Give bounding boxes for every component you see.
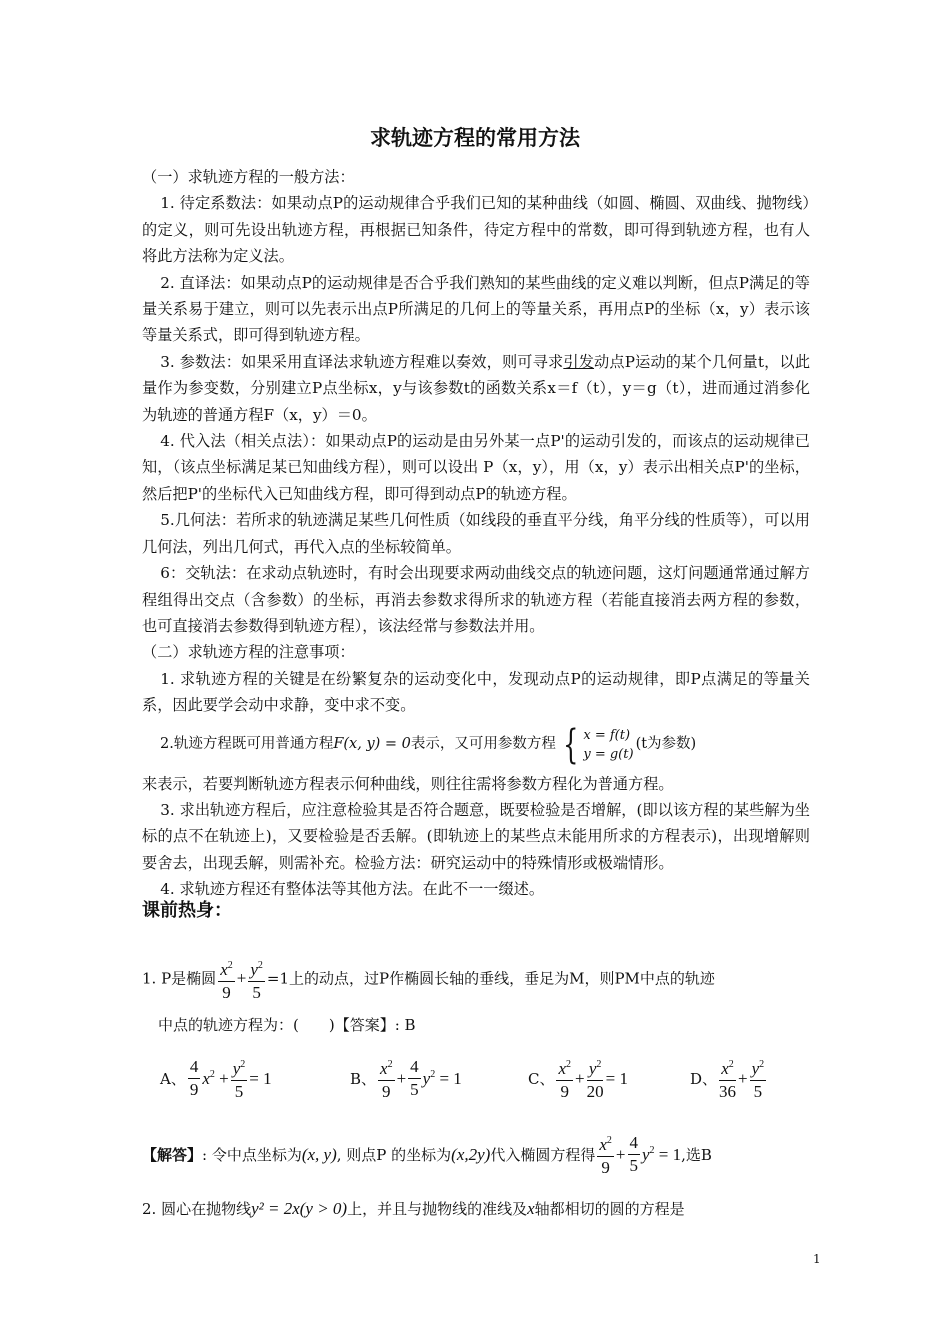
method-3-paragraph	[142, 349, 810, 428]
solution-point-coords: (x,2y)	[451, 1144, 491, 1164]
method-3-underlined-word: 引发	[563, 352, 595, 371]
note-2-continuation: 来表示，若要判断轨迹方程表示何种曲线，则往往需将参数方程化为普通方程。	[142, 774, 674, 793]
note-1-paragraph: 1. 求轨迹方程的关键是在纷繁复杂的运动变化中，发现动点P的运动规律，即P点满足的等量关系，因此要学会动中求静，变中求不变。	[142, 669, 810, 715]
method-5-paragraph: 5.几何法：若所求的轨迹满足某些几何性质（如线段的垂直平分线，角平分线的性质等），可以用几何法，列出几何式，再代入点的坐标较简单。	[142, 511, 810, 556]
parametric-row-y: y = g(t)	[583, 746, 634, 762]
solution-label: 【解答】	[142, 1146, 203, 1164]
solution-text-a: : 令中点坐标为	[202, 1146, 302, 1164]
option-b-label: B、	[350, 1070, 377, 1088]
question-1-line: 1. P是椭圆 $\frac{x^2}{9}$ + $\frac{y^2}{5}$ =1上的动点，过P作椭圆长轴的垂线，垂足为M，则PM中点的轨迹	[142, 955, 822, 1004]
option-d-label: D、	[690, 1070, 718, 1088]
question-2-parabola-equation: y² = 2x(y > 0)	[251, 1198, 348, 1218]
parametric-equation-system: { x = f(t) y = g(t)	[562, 721, 634, 768]
method-1-paragraph: 1. 待定系数法：如果动点P的运动规律合乎我们已知的某种曲线（如圆、椭圆、双曲线、抛物线）的定义，则可先设出轨迹方程，再根据已知条件，待定方程中的常数，即可得到轨迹方程，也有人将此方法称为定义法。	[142, 194, 810, 266]
question-2-text-b: 上，并且与抛物线的准线及	[347, 1200, 528, 1218]
solution-text-c: 代入椭圆方程得	[490, 1146, 596, 1164]
method-3-text-a: 3. 参数法：如果采用直译法求轨迹方程难以奏效，则可寻求	[160, 352, 564, 371]
question-1-text-b: =1上的动点，过P作椭圆长轴的垂线，垂足为M，则PM中点的轨迹	[266, 969, 715, 988]
option-b: B、 $\frac{x^2}{9}$ + $\frac{4}{5}$ $y^2 = 1$	[350, 1054, 462, 1103]
parametric-row-x: x = f(t)	[583, 727, 631, 743]
question-1-solution: 【解答】 : 令中点坐标为 (x, y) , 则点P 的坐标为 (x,2y) 代入椭圆方程得 $\frac{x^2}{9}$ + $\frac{4}{5}$ $y^2 = 1$ ,选B	[142, 1130, 842, 1179]
option-d: D、 $\frac{x^2}{36}$ + $\frac{y^2}{5}$	[690, 1054, 768, 1103]
question-2-text-a: 2. 圆心在抛物线	[142, 1200, 252, 1218]
section-heading-notes: （二）求轨迹方程的注意事项：	[142, 643, 355, 662]
note-2-parameter-note: (t为参数)	[635, 736, 697, 753]
page-title: 求轨迹方程的常用方法	[370, 126, 580, 150]
option-c: C、 $\frac{x^2}{9}$ + $\frac{y^2}{20}$ = 1	[528, 1054, 628, 1103]
note-2-text-a: 2.轨迹方程既可用普通方程	[160, 736, 334, 753]
note-4-paragraph: 4. 求轨迹方程还有整体法等其他方法。在此不一一缀述。	[160, 880, 545, 899]
option-a: A、 $\frac{4}{9}$ $x^2$ + $\frac{y^2}{5}$ = 1	[160, 1054, 272, 1103]
method-4-paragraph: 4. 代入法（相关点法）：如果动点P的运动是由另外某一点P'的运动引发的，而该点的运动规律已知，（该点坐标满足某已知曲线方程），则可以设出 P（x，y），用（x，y）表示出相关点P'的坐标，然后把P'的坐标代入已知曲线方程，即可得到动点P的轨迹方程。	[142, 432, 810, 503]
method-2-paragraph: 2. 直译法：如果动点P的运动规律是否合乎我们熟知的某些曲线的定义难以判断，但点P满足的等量关系易于建立，则可以先表示出点P所满足的几何上的等量关系，再用点P的坐标（x，y）表示该等量关系式，即可得到轨迹方程。	[142, 273, 810, 345]
note-3-paragraph: 3. 求出轨迹方程后，应注意检验其是否符合题意，既要检验是否增解，(即以该方程的某些解为坐标的点不在轨迹上)，又要检验是否丢解。(即轨迹上的某些点未能用所求的方程表示)，出现增解则要舍去，出现丢解，则需补充。检验方法：研究运动中的特殊情形或极端情形。	[142, 800, 810, 872]
question-1-answer-line: 中点的轨迹方程为：( )【答案】: B	[158, 1016, 416, 1034]
note-2-formula-line	[142, 719, 810, 771]
solution-text-d: ,选B	[681, 1146, 712, 1164]
solution-midpoint-coords: (x, y)	[301, 1144, 337, 1164]
method-3-text-b: 动点P运动的某个几何量t，以此量作为参变数，分别建立P点坐标x，y与该参数t的函数关系x＝f（t），y＝g（t），进而通过消参化为轨迹的普通方程F（x，y）＝0。	[142, 352, 811, 424]
method-6-paragraph: 6：交轨法：在求动点轨迹时，有时会出现要求两动曲线交点的轨迹问题，这灯问题通常通过解方程组得出交点（含参数）的坐标，再消去参数求得所求的轨迹方程（若能直接消去两方程的参数，也可直接消去参数得到轨迹方程），该法经常与参数法并用。	[142, 564, 810, 635]
page-number: 1	[813, 1252, 821, 1266]
question-2-axis-variable: x	[527, 1198, 535, 1218]
section-heading-methods: （一）求轨迹方程的一般方法：	[142, 168, 355, 186]
note-2-text-b: 表示，又可用参数方程	[410, 736, 556, 753]
question-1-text-a: 1. P是椭圆	[142, 969, 217, 988]
solution-text-b: , 则点P 的坐标为	[336, 1146, 452, 1164]
article-body	[142, 164, 810, 903]
note-2-general-equation: F(x, y) = 0	[333, 736, 411, 753]
option-c-label: C、	[528, 1070, 555, 1088]
question-2-text-c: 轴都相切的圆的方程是	[534, 1200, 685, 1218]
option-a-label: A、	[160, 1070, 186, 1088]
warmup-heading: 课前热身：	[142, 900, 232, 921]
question-2-line	[142, 1198, 822, 1219]
